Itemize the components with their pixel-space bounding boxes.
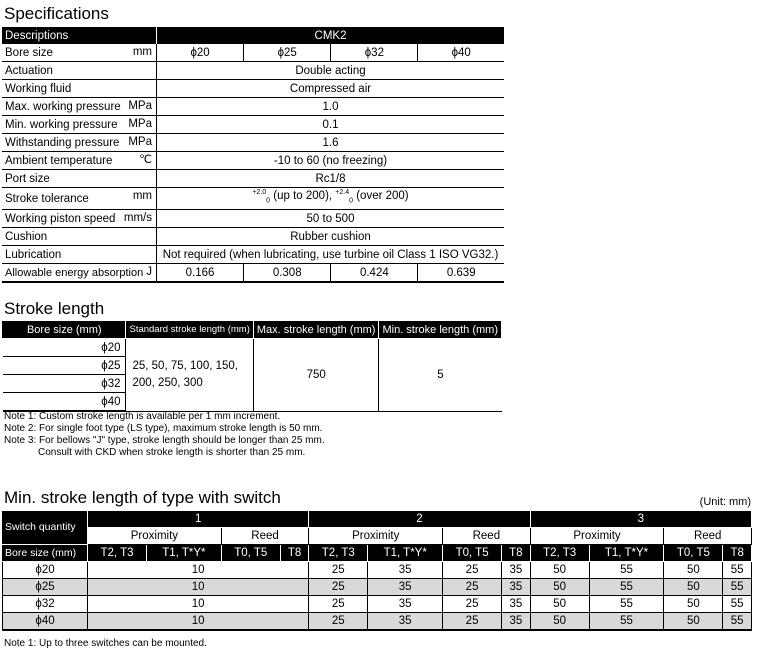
stroke-notes [4, 411, 325, 459]
bore-cell: ϕ25 [3, 579, 88, 596]
type-header: T0, T5 [664, 545, 723, 562]
spec-row [2, 210, 504, 228]
bore-size-cell: ϕ25 [3, 357, 126, 375]
spec-row [2, 246, 504, 264]
switch-type-row [3, 545, 752, 562]
value-cell: 10 [88, 596, 309, 613]
value-cell: 35 [368, 613, 443, 631]
group-header: Reed [664, 528, 752, 545]
type-header: T1, T*Y* [589, 545, 664, 562]
spec-unit: MPa [128, 100, 152, 112]
spec-label: Cushion [5, 230, 48, 243]
value-cell: 25 [443, 562, 502, 579]
standard-stroke-line: 25, 50, 75, 100, 150, [132, 359, 238, 372]
stroke-tolerance-value [157, 188, 505, 210]
bore-value: ϕ32 [331, 44, 418, 62]
switch-stroke-title: Min. stroke length of type with switch [4, 488, 281, 507]
spec-label: Bore size [5, 46, 53, 59]
value-cell: 25 [443, 613, 502, 631]
value-cell: 55 [589, 579, 664, 596]
type-header: T2, T3 [530, 545, 589, 562]
value-cell: 55 [723, 613, 752, 631]
switch-group-row [3, 528, 752, 545]
note: Consult with CKD when stroke length is shorter than 25 mm. [38, 447, 306, 458]
note: Note 1: Custom stroke length is available per 1 mm increment. [4, 411, 281, 422]
group-header: Proximity [309, 528, 443, 545]
spec-value: Double acting [157, 62, 505, 80]
value-cell: 35 [368, 562, 443, 579]
spec-row-stroke-tolerance [2, 188, 504, 210]
descriptions-header: Descriptions [2, 27, 157, 44]
note: Note 2: For single foot type (LS type), maximum stroke length is 50 mm. [4, 423, 323, 434]
spec-row [2, 98, 504, 116]
switch-stroke-table [2, 510, 752, 631]
quantity-header: 1 [88, 511, 309, 528]
spec-unit: mm/s [123, 212, 152, 225]
spec-value: -10 to 60 (no freezing) [157, 152, 505, 170]
tolerance-text: (over 200) [353, 190, 409, 202]
value-cell: 55 [589, 562, 664, 579]
value-cell: 50 [664, 596, 723, 613]
energy-value: 0.424 [331, 264, 418, 283]
value-cell: 50 [530, 613, 589, 631]
unit-label: (Unit: mm) [699, 496, 751, 508]
bore-size-cell: ϕ40 [3, 393, 126, 412]
type-header: T0, T5 [221, 545, 280, 562]
tolerance-lower: 0 [266, 197, 271, 205]
value-cell: 25 [443, 596, 502, 613]
spec-unit: mm [132, 46, 152, 58]
note: Note 3: For bellows "J" type, stroke length should be longer than 25 mm. [4, 435, 325, 446]
spec-label: Max. working pressure [5, 100, 121, 113]
energy-value: 0.308 [244, 264, 331, 283]
spec-value: 0.1 [157, 116, 505, 134]
spec-unit: ℃ [139, 154, 152, 166]
spec-label: Min. working pressure [5, 118, 118, 131]
bore-value: ϕ40 [418, 44, 504, 62]
type-header: T2, T3 [88, 545, 147, 562]
quantity-header: 2 [309, 511, 530, 528]
value-cell: 55 [723, 579, 752, 596]
value-cell: 35 [368, 579, 443, 596]
min-stroke-cell: 5 [379, 339, 502, 412]
value-cell: 35 [502, 562, 531, 579]
spec-header-row [2, 27, 504, 44]
switch-qty-row [3, 511, 752, 528]
stroke-length-table [2, 320, 502, 412]
spec-row [2, 228, 504, 246]
spec-value: 1.0 [157, 98, 505, 116]
standard-stroke-line: 200, 250, 300 [132, 376, 203, 389]
bore-value: ϕ20 [157, 44, 244, 62]
group-header: Proximity [530, 528, 664, 545]
value-cell: 50 [530, 579, 589, 596]
spec-row-energy [2, 264, 504, 283]
spec-value: 1.6 [157, 134, 505, 152]
value-cell: 25 [309, 596, 368, 613]
model-header: CMK2 [157, 27, 505, 44]
quantity-header: 3 [530, 511, 751, 528]
value-cell: 50 [664, 579, 723, 596]
stroke-length-title: Stroke length [4, 299, 105, 318]
type-header: T8 [280, 545, 309, 562]
spec-value: Not required (when lubricating, use turbine oil Class 1 ISO VG32.) [157, 246, 505, 264]
spec-label: Withstanding pressure [5, 136, 120, 149]
spec-row [2, 80, 504, 98]
switch-note: Note 1: Up to three switches can be mounted. [4, 638, 207, 649]
value-cell: 55 [723, 562, 752, 579]
table-row [3, 579, 752, 596]
value-cell: 35 [502, 579, 531, 596]
bore-cell: ϕ40 [3, 613, 88, 631]
spec-label: Actuation [5, 64, 53, 77]
spec-unit: mm [132, 190, 152, 202]
spec-row [2, 134, 504, 152]
type-header: T8 [723, 545, 752, 562]
value-cell: 55 [589, 613, 664, 631]
tolerance-upper: +2.0 [252, 189, 267, 197]
value-cell: 35 [502, 613, 531, 631]
spec-label: Allowable energy absorption [5, 266, 144, 279]
spec-label: Ambient temperature [5, 154, 113, 167]
value-cell: 10 [88, 613, 309, 631]
value-cell: 35 [368, 596, 443, 613]
energy-value: 0.639 [418, 264, 504, 283]
bore-cell: ϕ20 [3, 562, 88, 579]
type-header: T1, T*Y* [146, 545, 221, 562]
table-row [3, 562, 752, 579]
value-cell: 50 [530, 596, 589, 613]
specifications-table [2, 27, 504, 283]
type-header: T1, T*Y* [368, 545, 443, 562]
table-row [3, 613, 752, 631]
tolerance-upper: +2.4 [335, 189, 350, 197]
spec-label: Working fluid [5, 82, 72, 95]
bore-size-header: Bore size (mm) [3, 321, 126, 339]
bore-size-cell: ϕ20 [3, 339, 126, 357]
max-stroke-header: Max. stroke length (mm) [253, 321, 379, 339]
spec-unit: J [146, 266, 152, 279]
specifications-title: Specifications [4, 4, 109, 23]
stroke-header-row [3, 321, 502, 339]
value-cell: 55 [723, 596, 752, 613]
max-stroke-cell: 750 [253, 339, 379, 412]
value-cell: 50 [664, 562, 723, 579]
tolerance-lower: 0 [349, 197, 354, 205]
spec-label: Port size [5, 172, 50, 185]
spec-unit: MPa [128, 118, 152, 130]
bore-size-header: Bore size (mm) [3, 545, 88, 562]
value-cell: 25 [309, 579, 368, 596]
spec-value: Rubber cushion [157, 228, 505, 246]
spec-row-bore [2, 44, 504, 62]
bore-cell: ϕ32 [3, 596, 88, 613]
value-cell: 10 [88, 562, 309, 579]
value-cell: 50 [530, 562, 589, 579]
group-header: Reed [221, 528, 309, 545]
bore-value: ϕ25 [244, 44, 331, 62]
spec-value: 50 to 500 [157, 210, 505, 228]
value-cell: 25 [309, 562, 368, 579]
type-header: T2, T3 [309, 545, 368, 562]
type-header: T0, T5 [443, 545, 502, 562]
spec-value: Compressed air [157, 80, 505, 98]
energy-value: 0.166 [157, 264, 244, 283]
value-cell: 25 [309, 613, 368, 631]
value-cell: 55 [589, 596, 664, 613]
group-header: Reed [443, 528, 531, 545]
spec-row [2, 62, 504, 80]
spec-label: Stroke tolerance [5, 192, 89, 205]
value-cell: 25 [443, 579, 502, 596]
value-cell: 10 [88, 579, 309, 596]
spec-row [2, 152, 504, 170]
value-cell: 50 [664, 613, 723, 631]
spec-row [2, 170, 504, 188]
switch-quantity-header: Switch quantity [3, 511, 88, 545]
standard-stroke-cell [126, 339, 253, 412]
stroke-row [3, 339, 502, 357]
spec-value: Rc1/8 [157, 170, 505, 188]
bore-size-cell: ϕ32 [3, 375, 126, 393]
spec-label: Lubrication [5, 248, 62, 261]
min-stroke-header: Min. stroke length (mm) [379, 321, 502, 339]
type-header: T8 [502, 545, 531, 562]
spec-label: Working piston speed [5, 212, 116, 225]
table-row [3, 596, 752, 613]
spec-unit: MPa [128, 136, 152, 148]
spec-row [2, 116, 504, 134]
value-cell: 35 [502, 596, 531, 613]
standard-stroke-header: Standard stroke length (mm) [126, 321, 253, 339]
group-header: Proximity [88, 528, 222, 545]
tolerance-text: (up to 200), [270, 190, 336, 202]
